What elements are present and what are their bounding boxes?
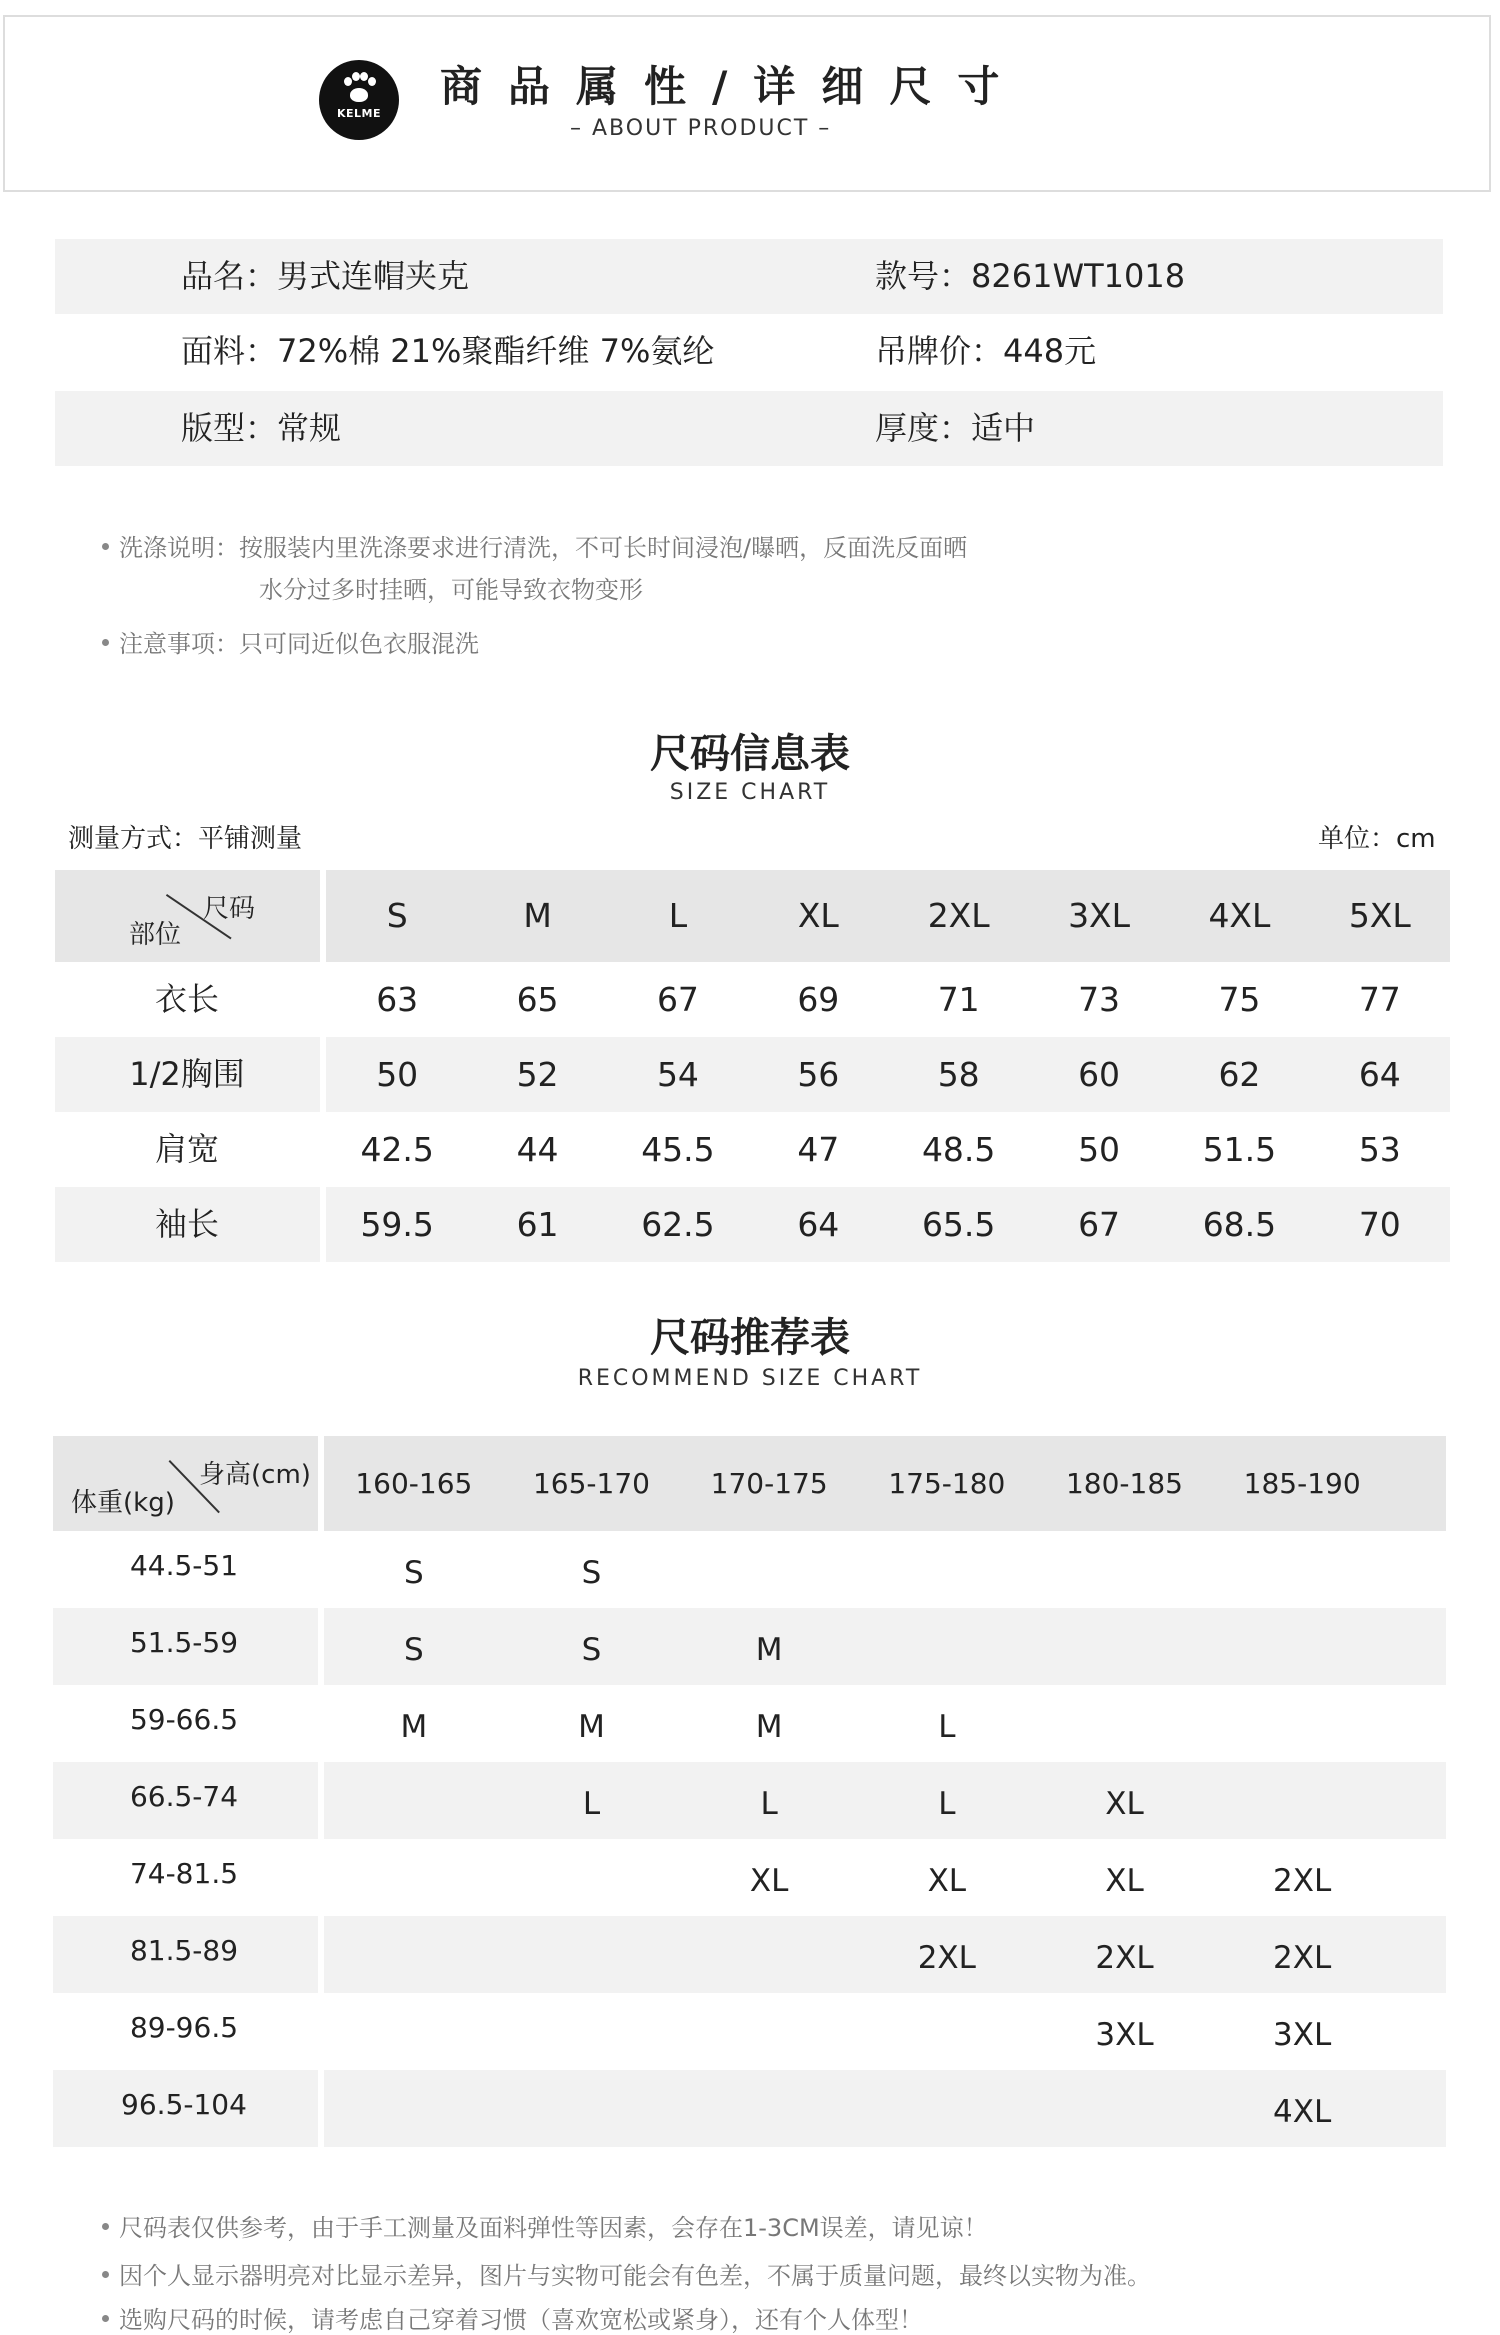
size-value-cell: 50: [376, 1055, 419, 1094]
recommended-size-cell: 4XL: [1273, 2094, 1332, 2130]
size-value-cell: 67: [656, 980, 699, 1019]
product-thickness: 厚度：适中: [875, 409, 1036, 447]
size-value-cell: 52: [516, 1055, 559, 1094]
size-value-cell: 62.5: [641, 1205, 715, 1244]
size-value-cell: 47: [797, 1130, 840, 1169]
size-value-cell: 64: [797, 1205, 840, 1244]
size-value-cell: 62: [1218, 1055, 1261, 1094]
height-header-cell: 180-185: [1065, 1467, 1183, 1500]
size-value-cell: 56: [797, 1055, 840, 1094]
size-value-cell: 48.5: [921, 1130, 996, 1169]
corner-label-height: 身高(cm): [199, 1460, 311, 1490]
recommended-size-cell: XL: [1105, 1786, 1144, 1822]
weight-row-label: 66.5-74: [129, 1780, 239, 1813]
height-header-cell: 165-170: [532, 1467, 650, 1500]
weight-row-label: 44.5-51: [129, 1549, 239, 1582]
size-value-cell: 58: [937, 1055, 980, 1094]
size-row-label: 1/2胸围: [129, 1055, 245, 1093]
size-value-cell: 67: [1078, 1205, 1121, 1244]
wash-instructions: [102, 528, 967, 563]
recommended-size-cell: XL: [1105, 1863, 1144, 1899]
size-value-cell: 45.5: [641, 1130, 715, 1169]
kelme-logo: [319, 60, 399, 140]
size-value-cell: 73: [1078, 980, 1121, 1019]
size-chart-subtitle: SIZE CHART: [669, 780, 831, 805]
size-row-label: 肩宽: [154, 1130, 219, 1168]
recommended-size-cell: L: [938, 1786, 956, 1822]
size-value-cell: 65.5: [921, 1205, 996, 1244]
size-value-cell: 59.5: [360, 1205, 434, 1244]
size-header-cell: 2XL: [927, 896, 990, 935]
size-value-cell: 60: [1078, 1055, 1121, 1094]
recommended-size-cell: XL: [927, 1863, 967, 1899]
recommend-chart-subtitle: RECOMMEND SIZE CHART: [577, 1366, 923, 1391]
weight-row-label: 74-81.5: [129, 1857, 239, 1890]
size-chart-title: 尺码信息表: [650, 731, 850, 777]
recommended-size-cell: L: [582, 1786, 601, 1822]
product-fit: 版型：常规: [181, 409, 342, 447]
height-header-cell: 175-180: [888, 1467, 1006, 1500]
corner-label-size: 尺码: [203, 894, 256, 924]
bullet-icon: [102, 639, 109, 646]
footnote: [102, 2208, 988, 2243]
height-header-cell: 185-190: [1243, 1467, 1361, 1500]
weight-row-label: 81.5-89: [129, 1934, 239, 1967]
footnote-text: 尺码表仅供参考，由于手工测量及面料弹性等因素，会存在1-3CM误差，请见谅！: [119, 2214, 988, 2242]
measure-method: 测量方式：平铺测量: [68, 824, 303, 854]
corner-label-part: 部位: [129, 920, 182, 950]
bullet-icon: [102, 2223, 109, 2230]
product-price: 吊牌价：448元: [875, 332, 1097, 370]
column-separator: [318, 1436, 324, 2147]
wash-text: 洗涤说明：按服装内里洗涤要求进行清洗，不可长时间浸泡/曝晒，反面洗反面晒: [119, 534, 968, 562]
paw-toe-icon: [360, 72, 368, 81]
recommended-size-cell: M: [755, 1632, 783, 1668]
product-sku: 款号：8261WT1018: [875, 257, 1186, 295]
product-fabric: 面料：72%棉 21%聚酯纤维 7%氨纶: [181, 332, 715, 370]
recommended-size-cell: 2XL: [1273, 1940, 1332, 1976]
corner-label-weight: 体重(kg): [71, 1488, 175, 1518]
measure-unit: 单位：cm: [1318, 824, 1436, 854]
bullet-icon: [102, 2315, 109, 2322]
size-header-cell: XL: [797, 896, 839, 935]
size-value-cell: 71: [937, 980, 980, 1019]
size-value-cell: 75: [1218, 980, 1261, 1019]
bullet-icon: [102, 543, 109, 550]
size-value-cell: 51.5: [1202, 1130, 1277, 1169]
recommended-size-cell: M: [755, 1709, 783, 1745]
recommended-size-cell: 2XL: [917, 1940, 976, 1976]
footnote: [102, 2300, 923, 2335]
size-header-cell: L: [668, 896, 688, 935]
paw-toe-icon: [344, 77, 352, 86]
paw-toe-icon: [352, 72, 360, 81]
size-header-cell: 5XL: [1348, 896, 1411, 935]
size-row-label: 袖长: [154, 1205, 219, 1243]
weight-row-label: 59-66.5: [129, 1703, 239, 1736]
recommended-size-cell: S: [581, 1555, 602, 1591]
recommended-size-cell: S: [403, 1632, 424, 1668]
size-value-cell: 50: [1078, 1130, 1121, 1169]
recommended-size-cell: 3XL: [1273, 2017, 1332, 2053]
recommended-size-cell: 3XL: [1095, 2017, 1154, 2053]
size-value-cell: 69: [797, 980, 840, 1019]
column-separator: [320, 870, 326, 1262]
footnote: [102, 2256, 1151, 2291]
recommended-size-cell: 2XL: [1095, 1940, 1154, 1976]
size-value-cell: 63: [376, 980, 419, 1019]
product-info-row: [55, 314, 1443, 389]
recommended-size-cell: S: [581, 1632, 602, 1668]
recommended-size-cell: S: [403, 1555, 424, 1591]
logo-text: KELME: [336, 107, 381, 120]
weight-row-label: 96.5-104: [121, 2088, 247, 2121]
page-subtitle: – ABOUT PRODUCT –: [570, 116, 832, 141]
recommend-chart-title: 尺码推荐表: [650, 1315, 850, 1361]
footnote-text: 因个人显示器明亮对比显示差异，图片与实物可能会有色差，不属于质量问题，最终以实物为准。: [119, 2262, 1151, 2290]
recommended-size-cell: XL: [749, 1863, 789, 1899]
care-notice: [102, 624, 479, 659]
size-value-cell: 70: [1358, 1205, 1401, 1244]
product-info-row: [55, 239, 1443, 314]
recommended-size-cell: M: [400, 1709, 428, 1745]
size-value-cell: 65: [516, 980, 559, 1019]
size-header-cell: 4XL: [1208, 896, 1271, 935]
product-info-row: [55, 391, 1443, 466]
bullet-icon: [102, 2271, 109, 2278]
page-title: 商品属性/详细尺寸: [440, 62, 1026, 111]
size-value-cell: 61: [516, 1205, 559, 1244]
recommended-size-cell: L: [938, 1709, 956, 1745]
size-value-cell: 68.5: [1202, 1205, 1277, 1244]
weight-row-label: 89-96.5: [129, 2011, 239, 2044]
footnote-text: 选购尺码的时候，请考虑自己穿着习惯（喜欢宽松或紧身），还有个人体型！: [119, 2306, 923, 2334]
size-value-cell: 64: [1358, 1055, 1401, 1094]
recommended-size-cell: L: [760, 1786, 778, 1822]
height-header-cell: 170-175: [710, 1467, 828, 1500]
size-value-cell: 44: [516, 1130, 559, 1169]
recommended-size-cell: 2XL: [1273, 1863, 1332, 1899]
size-header-cell: S: [386, 896, 408, 935]
size-value-cell: 54: [656, 1055, 699, 1094]
recommended-size-cell: M: [578, 1709, 605, 1745]
product-name: 品名：男式连帽夹克: [181, 257, 470, 295]
paw-toe-icon: [368, 77, 376, 86]
size-header-cell: M: [523, 896, 552, 935]
wash-instructions-cont: 水分过多时挂晒，可能导致衣物变形: [259, 576, 643, 604]
height-header-cell: 160-165: [355, 1467, 473, 1500]
size-value-cell: 53: [1358, 1130, 1401, 1169]
weight-row-label: 51.5-59: [129, 1626, 239, 1659]
size-value-cell: 42.5: [360, 1130, 434, 1169]
paw-icon: [350, 88, 368, 102]
size-value-cell: 77: [1358, 980, 1401, 1019]
size-header-cell: 3XL: [1068, 896, 1131, 935]
notice-text: 注意事项：只可同近似色衣服混洗: [119, 630, 479, 658]
size-row-label: 衣长: [154, 980, 219, 1018]
